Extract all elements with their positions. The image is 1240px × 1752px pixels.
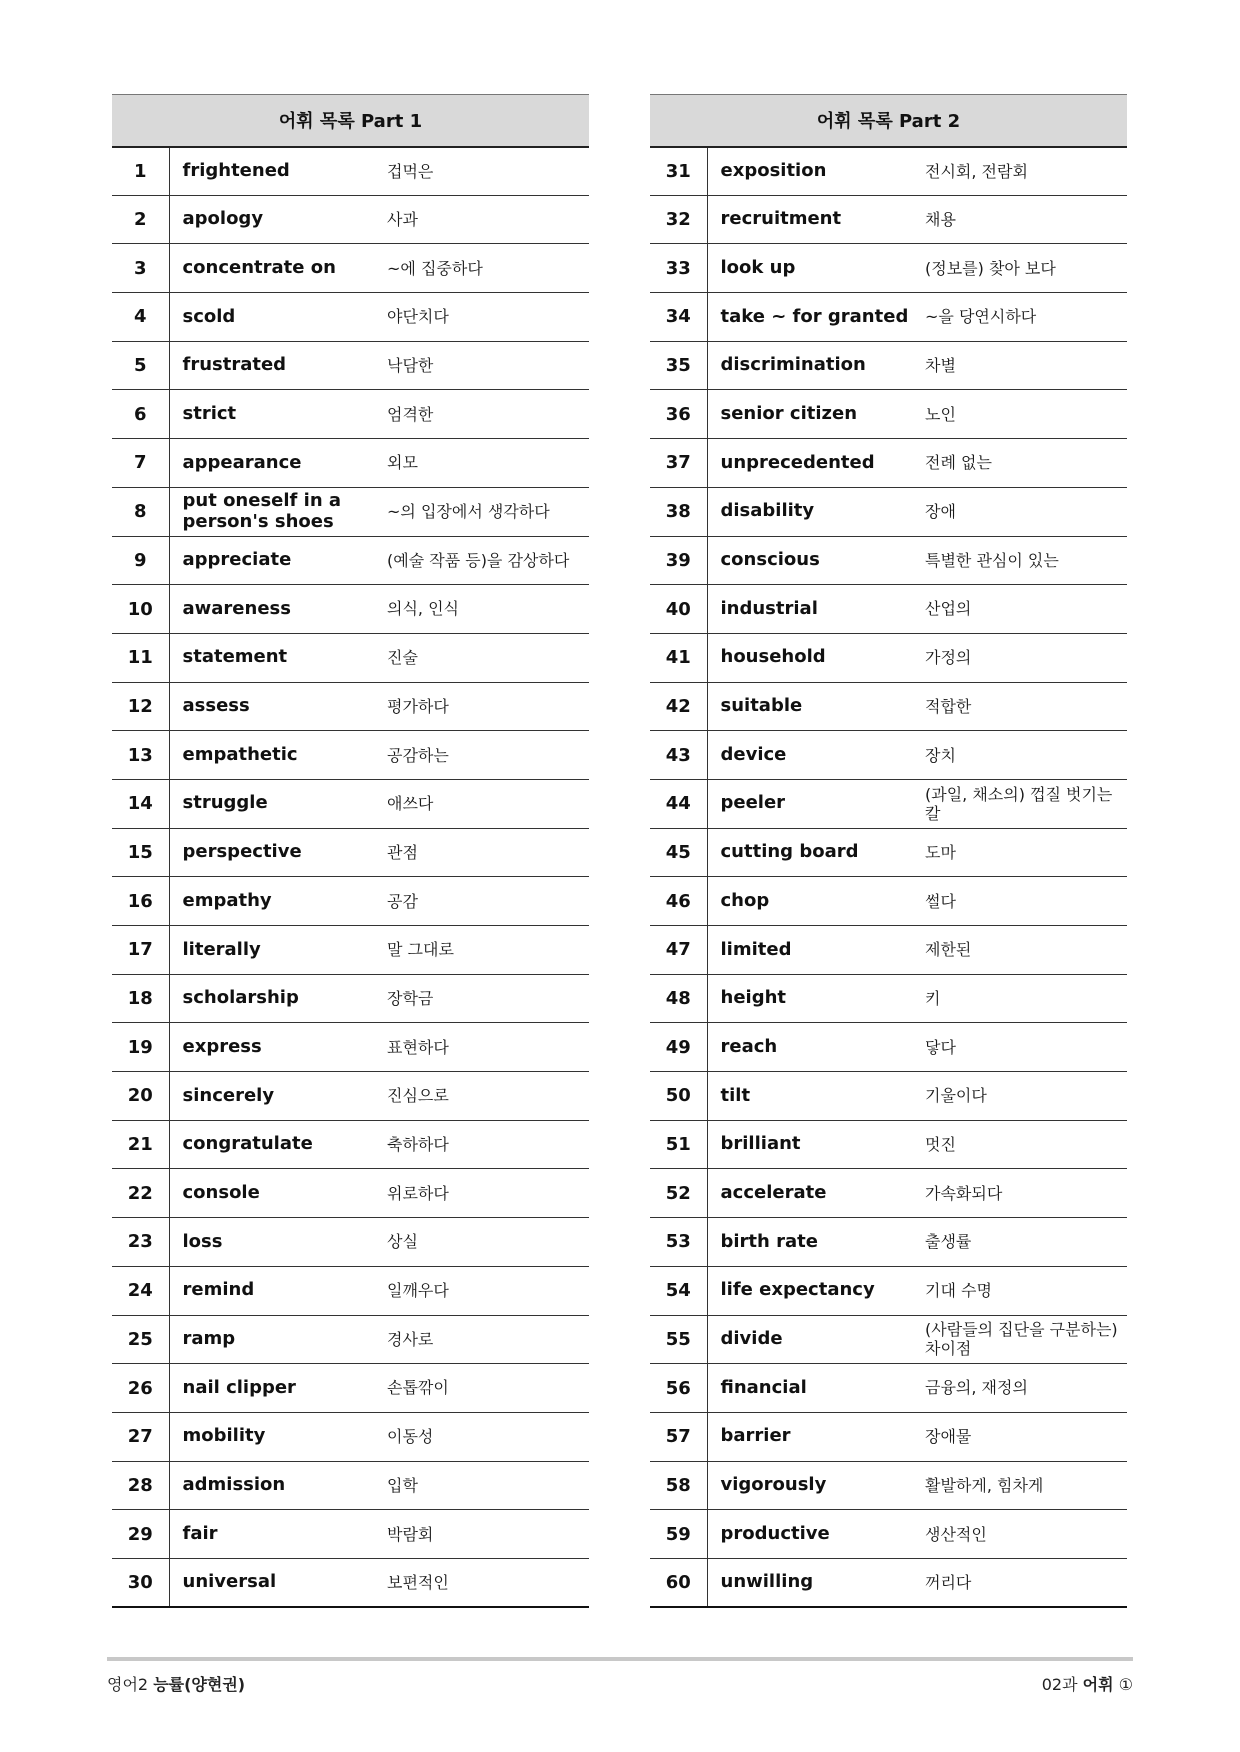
table-row	[650, 585, 1127, 634]
row-number: 45	[650, 828, 707, 877]
table-row	[112, 1266, 589, 1315]
row-number: 42	[650, 682, 707, 731]
vocab-meaning: 엄격한	[379, 390, 589, 439]
vocab-meaning: 장애물	[917, 1412, 1127, 1461]
vocab-word: empathy	[169, 877, 379, 926]
vocab-word: awareness	[169, 585, 379, 634]
footer-page-mark: ①	[1113, 1675, 1133, 1694]
table-row	[112, 1412, 589, 1461]
vocab-word: statement	[169, 633, 379, 682]
vocab-word: console	[169, 1169, 379, 1218]
footer-subject: 영어2	[107, 1675, 154, 1694]
vocab-meaning: 애쓰다	[379, 779, 589, 828]
table-row	[112, 536, 589, 585]
row-number: 24	[112, 1266, 169, 1315]
table-row	[112, 926, 589, 975]
row-number: 49	[650, 1023, 707, 1072]
vocab-meaning: 공감	[379, 877, 589, 926]
row-number: 30	[112, 1558, 169, 1607]
table-row	[650, 293, 1127, 342]
vocab-meaning: 멋진	[917, 1120, 1127, 1169]
table-title: 어휘 목록 Part 2	[650, 95, 1127, 147]
vocab-word: scholarship	[169, 974, 379, 1023]
vocab-meaning: 표현하다	[379, 1023, 589, 1072]
row-number: 25	[112, 1315, 169, 1364]
vocab-meaning: 입학	[379, 1461, 589, 1510]
row-number: 17	[112, 926, 169, 975]
vocab-meaning: 외모	[379, 439, 589, 488]
table-row	[650, 1364, 1127, 1413]
vocab-word: vigorously	[707, 1461, 917, 1510]
row-number: 7	[112, 439, 169, 488]
row-number: 3	[112, 244, 169, 293]
vocab-word: loss	[169, 1218, 379, 1267]
table-row	[112, 585, 589, 634]
table-row	[112, 1023, 589, 1072]
vocab-table-part-1	[112, 94, 589, 1608]
footer-lesson-number: 02과	[1041, 1675, 1083, 1694]
vocab-meaning: 평가하다	[379, 682, 589, 731]
vocab-meaning: 가속화되다	[917, 1169, 1127, 1218]
vocab-word: frustrated	[169, 341, 379, 390]
vocab-meaning: 의식, 인식	[379, 585, 589, 634]
row-number: 33	[650, 244, 707, 293]
vocab-word: recruitment	[707, 195, 917, 244]
vocab-meaning: 장학금	[379, 974, 589, 1023]
vocab-meaning: ~에 집중하다	[379, 244, 589, 293]
vocab-word: life expectancy	[707, 1266, 917, 1315]
vocab-meaning: 도마	[917, 828, 1127, 877]
vocab-word: productive	[707, 1510, 917, 1559]
row-number: 5	[112, 341, 169, 390]
vocab-word: struggle	[169, 779, 379, 828]
vocab-meaning: 장치	[917, 731, 1127, 780]
row-number: 55	[650, 1315, 707, 1364]
vocab-meaning: 경사로	[379, 1315, 589, 1364]
row-number: 47	[650, 926, 707, 975]
vocab-meaning: 위로하다	[379, 1169, 589, 1218]
row-number: 50	[650, 1072, 707, 1121]
table-row	[112, 1558, 589, 1607]
row-number: 60	[650, 1558, 707, 1607]
vocab-meaning: ~의 입장에서 생각하다	[379, 487, 589, 536]
vocab-word: chop	[707, 877, 917, 926]
vocab-word: reach	[707, 1023, 917, 1072]
vocab-meaning: 낙담한	[379, 341, 589, 390]
vocab-word: discrimination	[707, 341, 917, 390]
table-row	[650, 244, 1127, 293]
vocab-meaning: 사과	[379, 195, 589, 244]
table-row	[650, 1023, 1127, 1072]
vocab-word: nail clipper	[169, 1364, 379, 1413]
row-number: 14	[112, 779, 169, 828]
table-title: 어휘 목록 Part 1	[112, 95, 589, 147]
table-row	[650, 1558, 1127, 1607]
vocab-word: peeler	[707, 779, 917, 828]
table-row	[112, 633, 589, 682]
vocab-meaning: 상실	[379, 1218, 589, 1267]
vocab-meaning: 가정의	[917, 633, 1127, 682]
vocab-word: put oneself in a person's shoes	[169, 487, 379, 536]
vocab-word: disability	[707, 487, 917, 536]
vocab-word: admission	[169, 1461, 379, 1510]
vocab-word: scold	[169, 293, 379, 342]
vocab-word: express	[169, 1023, 379, 1072]
table-row	[112, 341, 589, 390]
vocab-meaning: 생산적인	[917, 1510, 1127, 1559]
footer-section: 어휘	[1082, 1675, 1114, 1694]
vocab-meaning: 보편적인	[379, 1558, 589, 1607]
footer-lesson	[1042, 1672, 1133, 1695]
vocab-word: apology	[169, 195, 379, 244]
row-number: 38	[650, 487, 707, 536]
vocab-meaning: 말 그대로	[379, 926, 589, 975]
row-number: 16	[112, 877, 169, 926]
table-row	[112, 1461, 589, 1510]
table-row	[112, 779, 589, 828]
vocab-meaning: 진심으로	[379, 1072, 589, 1121]
vocab-meaning: 기대 수명	[917, 1266, 1127, 1315]
row-number: 28	[112, 1461, 169, 1510]
vocab-word: tilt	[707, 1072, 917, 1121]
row-number: 52	[650, 1169, 707, 1218]
row-number: 26	[112, 1364, 169, 1413]
footer-textbook	[107, 1672, 245, 1695]
vocab-meaning: 채용	[917, 195, 1127, 244]
vocab-word: industrial	[707, 585, 917, 634]
vocab-meaning: 특별한 관심이 있는	[917, 536, 1127, 585]
table-row	[112, 1364, 589, 1413]
table-row	[650, 390, 1127, 439]
vocab-word: limited	[707, 926, 917, 975]
table-row	[650, 1461, 1127, 1510]
row-number: 35	[650, 341, 707, 390]
vocab-meaning: 노인	[917, 390, 1127, 439]
row-number: 9	[112, 536, 169, 585]
vocab-word: exposition	[707, 147, 917, 196]
row-number: 20	[112, 1072, 169, 1121]
vocab-meaning: 관점	[379, 828, 589, 877]
vocab-word: household	[707, 633, 917, 682]
table-row	[112, 1510, 589, 1559]
vocab-meaning: (예술 작품 등)을 감상하다	[379, 536, 589, 585]
vocab-meaning: 산업의	[917, 585, 1127, 634]
table-row	[650, 341, 1127, 390]
table-row	[112, 1218, 589, 1267]
vocab-meaning: 적합한	[917, 682, 1127, 731]
row-number: 19	[112, 1023, 169, 1072]
row-number: 39	[650, 536, 707, 585]
table-row	[650, 1072, 1127, 1121]
vocab-meaning: (과일, 채소의) 껍질 벗기는 칼	[917, 779, 1127, 828]
vocab-meaning: 손톱깎이	[379, 1364, 589, 1413]
row-number: 22	[112, 1169, 169, 1218]
table-row	[650, 1412, 1127, 1461]
table-row	[112, 828, 589, 877]
row-number: 57	[650, 1412, 707, 1461]
table-row	[650, 682, 1127, 731]
row-number: 18	[112, 974, 169, 1023]
vocab-word: unprecedented	[707, 439, 917, 488]
vocab-word: divide	[707, 1315, 917, 1364]
row-number: 48	[650, 974, 707, 1023]
row-number: 43	[650, 731, 707, 780]
table-row	[650, 147, 1127, 196]
row-number: 32	[650, 195, 707, 244]
vocab-meaning: 장애	[917, 487, 1127, 536]
row-number: 4	[112, 293, 169, 342]
vocab-word: financial	[707, 1364, 917, 1413]
vocab-word: concentrate on	[169, 244, 379, 293]
vocab-word: appreciate	[169, 536, 379, 585]
table-row	[112, 293, 589, 342]
row-number: 27	[112, 1412, 169, 1461]
table-row	[650, 974, 1127, 1023]
vocab-meaning: 이동성	[379, 1412, 589, 1461]
table-row	[112, 439, 589, 488]
row-number: 8	[112, 487, 169, 536]
table-row	[650, 926, 1127, 975]
vocab-meaning: 꺼리다	[917, 1558, 1127, 1607]
row-number: 44	[650, 779, 707, 828]
row-number: 1	[112, 147, 169, 196]
vocab-meaning: ~을 당연시하다	[917, 293, 1127, 342]
table-row	[650, 1266, 1127, 1315]
vocab-meaning: 활발하게, 힘차게	[917, 1461, 1127, 1510]
vocab-word: fair	[169, 1510, 379, 1559]
vocab-meaning: 키	[917, 974, 1127, 1023]
vocab-meaning: 일깨우다	[379, 1266, 589, 1315]
row-number: 53	[650, 1218, 707, 1267]
vocab-table-part-2	[650, 94, 1127, 1608]
table-row	[650, 731, 1127, 780]
vocab-word: device	[707, 731, 917, 780]
row-number: 51	[650, 1120, 707, 1169]
row-number: 41	[650, 633, 707, 682]
table-row	[112, 682, 589, 731]
vocab-meaning: 축하하다	[379, 1120, 589, 1169]
vocab-word: congratulate	[169, 1120, 379, 1169]
vocab-word: brilliant	[707, 1120, 917, 1169]
vocab-word: suitable	[707, 682, 917, 731]
row-number: 37	[650, 439, 707, 488]
vocab-meaning: 제한된	[917, 926, 1127, 975]
table-row	[112, 244, 589, 293]
table-body	[650, 147, 1127, 1608]
row-number: 59	[650, 1510, 707, 1559]
row-number: 11	[112, 633, 169, 682]
vocab-meaning: 박람회	[379, 1510, 589, 1559]
row-number: 58	[650, 1461, 707, 1510]
vocab-word: unwilling	[707, 1558, 917, 1607]
vocab-meaning: (사람들의 집단을 구분하는) 차이점	[917, 1315, 1127, 1364]
vocab-word: literally	[169, 926, 379, 975]
vocab-word: frightened	[169, 147, 379, 196]
row-number: 21	[112, 1120, 169, 1169]
table-row	[112, 195, 589, 244]
vocab-meaning: 겁먹은	[379, 147, 589, 196]
row-number: 31	[650, 147, 707, 196]
vocab-word: strict	[169, 390, 379, 439]
table-row	[112, 1169, 589, 1218]
vocab-word: take ~ for granted	[707, 293, 917, 342]
table-row	[112, 974, 589, 1023]
row-number: 13	[112, 731, 169, 780]
row-number: 29	[112, 1510, 169, 1559]
vocab-word: appearance	[169, 439, 379, 488]
row-number: 56	[650, 1364, 707, 1413]
row-number: 23	[112, 1218, 169, 1267]
vocab-word: mobility	[169, 1412, 379, 1461]
table-row	[112, 390, 589, 439]
table-row	[650, 1315, 1127, 1364]
table-row	[112, 1120, 589, 1169]
vocab-meaning: 썰다	[917, 877, 1127, 926]
vocab-meaning: 차별	[917, 341, 1127, 390]
vocab-word: cutting board	[707, 828, 917, 877]
row-number: 54	[650, 1266, 707, 1315]
vocab-word: assess	[169, 682, 379, 731]
vocab-word: remind	[169, 1266, 379, 1315]
row-number: 12	[112, 682, 169, 731]
vocab-meaning: 출생률	[917, 1218, 1127, 1267]
table-row	[112, 487, 589, 536]
table-row	[112, 877, 589, 926]
footer-publisher: 능률(양현권)	[153, 1675, 246, 1694]
table-row	[650, 1120, 1127, 1169]
table-row	[650, 633, 1127, 682]
vocab-meaning: 공감하는	[379, 731, 589, 780]
vocab-meaning: 기울이다	[917, 1072, 1127, 1121]
footer-divider	[107, 1657, 1133, 1661]
row-number: 2	[112, 195, 169, 244]
vocab-word: height	[707, 974, 917, 1023]
vocab-word: birth rate	[707, 1218, 917, 1267]
vocab-word: accelerate	[707, 1169, 917, 1218]
vocab-meaning: (정보를) 찾아 보다	[917, 244, 1127, 293]
vocab-meaning: 야단치다	[379, 293, 589, 342]
vocab-meaning: 금융의, 재정의	[917, 1364, 1127, 1413]
table-row	[112, 1315, 589, 1364]
table-row	[650, 439, 1127, 488]
vocab-word: look up	[707, 244, 917, 293]
table-row	[650, 828, 1127, 877]
table-row	[650, 195, 1127, 244]
table-row	[112, 731, 589, 780]
row-number: 40	[650, 585, 707, 634]
row-number: 46	[650, 877, 707, 926]
vocab-word: senior citizen	[707, 390, 917, 439]
vocab-meaning: 전시회, 전람회	[917, 147, 1127, 196]
vocab-word: sincerely	[169, 1072, 379, 1121]
row-number: 34	[650, 293, 707, 342]
table-row	[650, 1510, 1127, 1559]
vocab-word: universal	[169, 1558, 379, 1607]
vocab-word: barrier	[707, 1412, 917, 1461]
vocab-word: empathetic	[169, 731, 379, 780]
table-row	[650, 1169, 1127, 1218]
vocab-word: perspective	[169, 828, 379, 877]
table-row	[650, 536, 1127, 585]
vocab-word: ramp	[169, 1315, 379, 1364]
row-number: 15	[112, 828, 169, 877]
row-number: 6	[112, 390, 169, 439]
table-body	[112, 147, 589, 1608]
vocab-meaning: 전례 없는	[917, 439, 1127, 488]
table-row	[650, 877, 1127, 926]
table-row	[112, 147, 589, 196]
vocab-word: conscious	[707, 536, 917, 585]
table-row	[650, 487, 1127, 536]
vocab-meaning: 닿다	[917, 1023, 1127, 1072]
vocab-meaning: 진술	[379, 633, 589, 682]
row-number: 10	[112, 585, 169, 634]
row-number: 36	[650, 390, 707, 439]
table-row	[650, 779, 1127, 828]
table-row	[650, 1218, 1127, 1267]
table-row	[112, 1072, 589, 1121]
